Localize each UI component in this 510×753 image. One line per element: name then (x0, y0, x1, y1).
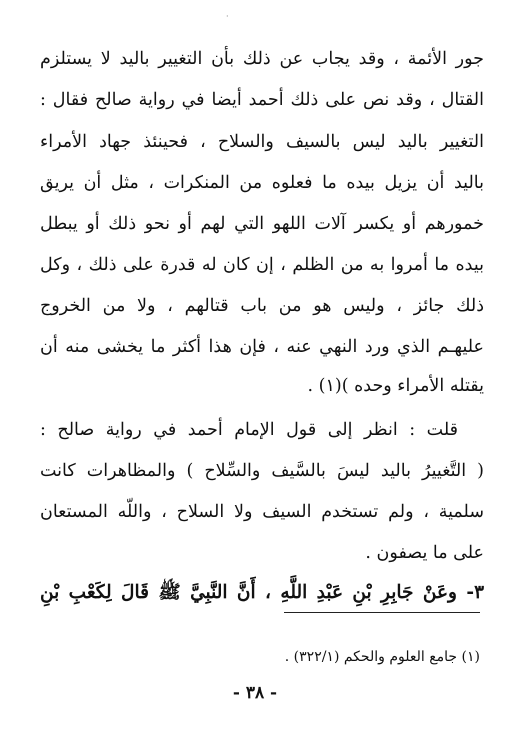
hadith-line: ٣- وعَنْ جَابِرِ بْنِ عَبْدِ اللَّهِ ، أَنَّ النَّبِيَّ ﷺ قَالَ لِكَعْبِ بْنِ (40, 582, 484, 603)
body-line: القتال ، وقد نص على ذلك أحمد أيضا في رواية صالح فقال : (40, 90, 484, 110)
body-line: باليد أن يزيل بيده ما فعلوه من المنكرات ، مثل أن يريق (40, 173, 484, 193)
footnote-divider (284, 612, 480, 613)
body-line: ذلك جائز ، وليس هو من باب قتالهم ، ولا من الخروج (40, 296, 484, 316)
comment-line: سلمية ، ولم تستخدم السيف ولا السلاح ، واللّه المستعان (40, 502, 484, 522)
body-line: عليهـم الذي ورد النهي عنه ، فإن هذا أكثر ما يخشى منه أن (40, 337, 484, 357)
body-line: بيده ما أمروا به من الظلم ، إن كان له قدرة على ذلك ، وكل (40, 255, 484, 275)
body-line: يقتله الأمراء وحده )(١) . (307, 376, 484, 396)
body-line: جور الأئمة ، وقد يجاب عن ذلك بأن التغيير باليد لا يستلزم (40, 49, 484, 69)
comment-line: على ما يصفون . (365, 543, 484, 563)
body-line: خمورهم أو يكسر آلات اللهو التي لهم أو نحو ذلك أو يبطل (40, 214, 484, 234)
page-number: - ٣٨ - (232, 683, 278, 703)
body-line: التغيير باليد ليس بالسيف والسلاح ، فحينئذ جهاد الأمراء (40, 132, 484, 152)
comment-line: قلت : انظر إلى قول الإمام أحمد في رواية صالح : (40, 420, 458, 440)
comment-line: ( التَّغييرُ باليد ليسَ بالسَّيف والسِّلاح ) والمظاهرات كانت (40, 461, 484, 481)
scan-speck: · (226, 12, 229, 21)
footnote: (١) جامع العلوم والحكم (٣٢٢/١) . (284, 649, 480, 665)
